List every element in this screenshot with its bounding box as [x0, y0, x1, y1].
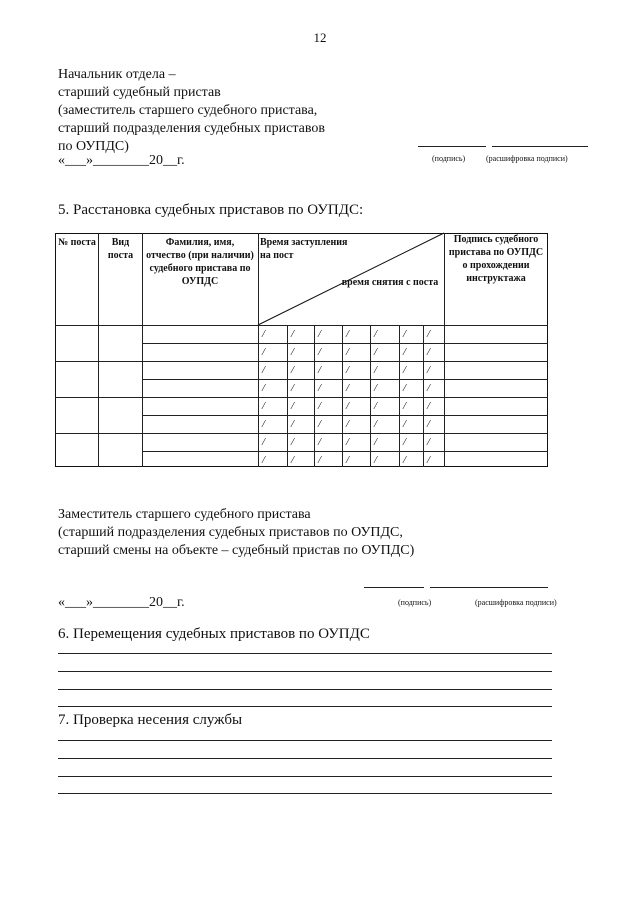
time-slash-mark: /	[291, 418, 295, 430]
section6-blank-line	[58, 706, 552, 707]
section7-blank-line	[58, 758, 552, 759]
header-signature-caption: (подпись)	[432, 154, 466, 163]
col-name-header: Фамилия, имя, отчество (при наличии) судебного пристава по ОУПДС	[146, 237, 254, 287]
time-slash-mark: /	[346, 328, 350, 340]
time-slash-mark: /	[374, 382, 378, 394]
section5-title: 5. Расстановка судебных приставов по ОУПДС:	[58, 202, 364, 218]
header-decoding-caption: (расшифровка подписи)	[486, 154, 568, 163]
deputy-line-3: старший смены на объекте – судебный пристав по ОУПДС)	[58, 543, 415, 558]
time-slash-mark: /	[427, 328, 431, 340]
time-slash-mark: /	[262, 364, 266, 376]
time-slash-mark: /	[318, 328, 322, 340]
time-slash-mark: /	[318, 382, 322, 394]
col-signature-header: Подпись судебного пристава по ОУПДС о прохождении инструктажа	[448, 234, 544, 284]
time-slash-mark: /	[318, 346, 322, 358]
time-slash-mark: /	[346, 346, 350, 358]
time-slash-mark: /	[318, 436, 322, 448]
time-slash-mark: /	[318, 454, 322, 466]
time-slash-mark: /	[427, 382, 431, 394]
time-slash-mark: /	[346, 436, 350, 448]
time-slash-mark: /	[427, 436, 431, 448]
time-slash-mark: /	[291, 454, 295, 466]
time-slash-mark: /	[318, 418, 322, 430]
deputy-decoding-line	[430, 587, 548, 588]
deputy-date-line: «___»________20__г.	[58, 595, 185, 610]
time-slash-mark: /	[427, 454, 431, 466]
section7-title: 7. Проверка несения службы	[58, 712, 243, 728]
section7-blank-line	[58, 793, 552, 794]
time-slash-mark: /	[346, 364, 350, 376]
deputy-signature-caption: (подпись)	[398, 598, 432, 607]
col-post-number-header: № поста	[58, 237, 96, 248]
time-slash-mark: /	[403, 400, 407, 412]
time-slash-mark: /	[403, 418, 407, 430]
section6-blank-line	[58, 689, 552, 690]
time-slash-mark: /	[291, 328, 295, 340]
page-number: 12	[313, 30, 327, 45]
col-post-type-header: Вид поста	[107, 237, 134, 261]
time-slash-mark: /	[318, 400, 322, 412]
header-line-5: по ОУПДС)	[58, 139, 129, 154]
header-line-3: (заместитель старшего судебного пристава,	[58, 103, 318, 118]
time-slash-mark: /	[374, 364, 378, 376]
time-slash-mark: /	[374, 436, 378, 448]
time-slash-mark: /	[403, 346, 407, 358]
header-date-line: «___»________20__г.	[58, 153, 185, 168]
time-slash-mark: /	[403, 328, 407, 340]
time-slash-mark: /	[403, 364, 407, 376]
header-line-2: старший судебный пристав	[58, 85, 221, 100]
deputy-signature-line	[364, 587, 424, 588]
time-slash-mark: /	[291, 400, 295, 412]
section7-blank-line	[58, 776, 552, 777]
time-slash-mark: /	[374, 400, 378, 412]
time-slash-mark: /	[374, 454, 378, 466]
header-line-4: старший подразделения судебных приставов	[58, 121, 325, 136]
time-slash-mark: /	[262, 454, 266, 466]
time-slash-mark: /	[346, 454, 350, 466]
deputy-line-2: (старший подразделения судебных приставов по ОУПДС,	[58, 525, 403, 540]
time-slash-mark: /	[346, 418, 350, 430]
section6-blank-line	[58, 653, 552, 654]
time-slash-mark: /	[262, 328, 266, 340]
time-slash-mark: /	[262, 436, 266, 448]
time-slash-mark: /	[427, 346, 431, 358]
time-slash-mark: /	[346, 382, 350, 394]
section6-blank-line	[58, 671, 552, 672]
time-slash-mark: /	[427, 400, 431, 412]
time-slash-mark: /	[403, 454, 407, 466]
time-slash-mark: /	[262, 400, 266, 412]
time-slash-mark: /	[291, 436, 295, 448]
time-slash-mark: /	[374, 346, 378, 358]
time-slash-mark: /	[262, 382, 266, 394]
col-time-start-header: Время заступления на пост	[260, 237, 348, 261]
time-slash-mark: /	[291, 346, 295, 358]
time-slash-mark: /	[427, 418, 431, 430]
time-slash-mark: /	[346, 400, 350, 412]
deputy-line-1: Заместитель старшего судебного пристава	[58, 507, 311, 522]
time-slash-mark: /	[403, 436, 407, 448]
deputy-decoding-caption: (расшифровка подписи)	[475, 598, 557, 607]
header-line-1: Начальник отдела –	[58, 67, 176, 82]
time-slash-mark: /	[262, 418, 266, 430]
section7-blank-line	[58, 740, 552, 741]
time-slash-mark: /	[318, 364, 322, 376]
time-slash-mark: /	[262, 346, 266, 358]
time-slash-mark: /	[427, 364, 431, 376]
col-time-end-header: время снятия с поста	[341, 277, 439, 288]
time-slash-mark: /	[403, 382, 407, 394]
section6-title: 6. Перемещения судебных приставов по ОУПДС	[58, 626, 370, 642]
time-slash-mark: /	[291, 364, 295, 376]
time-slash-mark: /	[291, 382, 295, 394]
time-slash-mark: /	[374, 418, 378, 430]
time-slash-mark: /	[374, 328, 378, 340]
